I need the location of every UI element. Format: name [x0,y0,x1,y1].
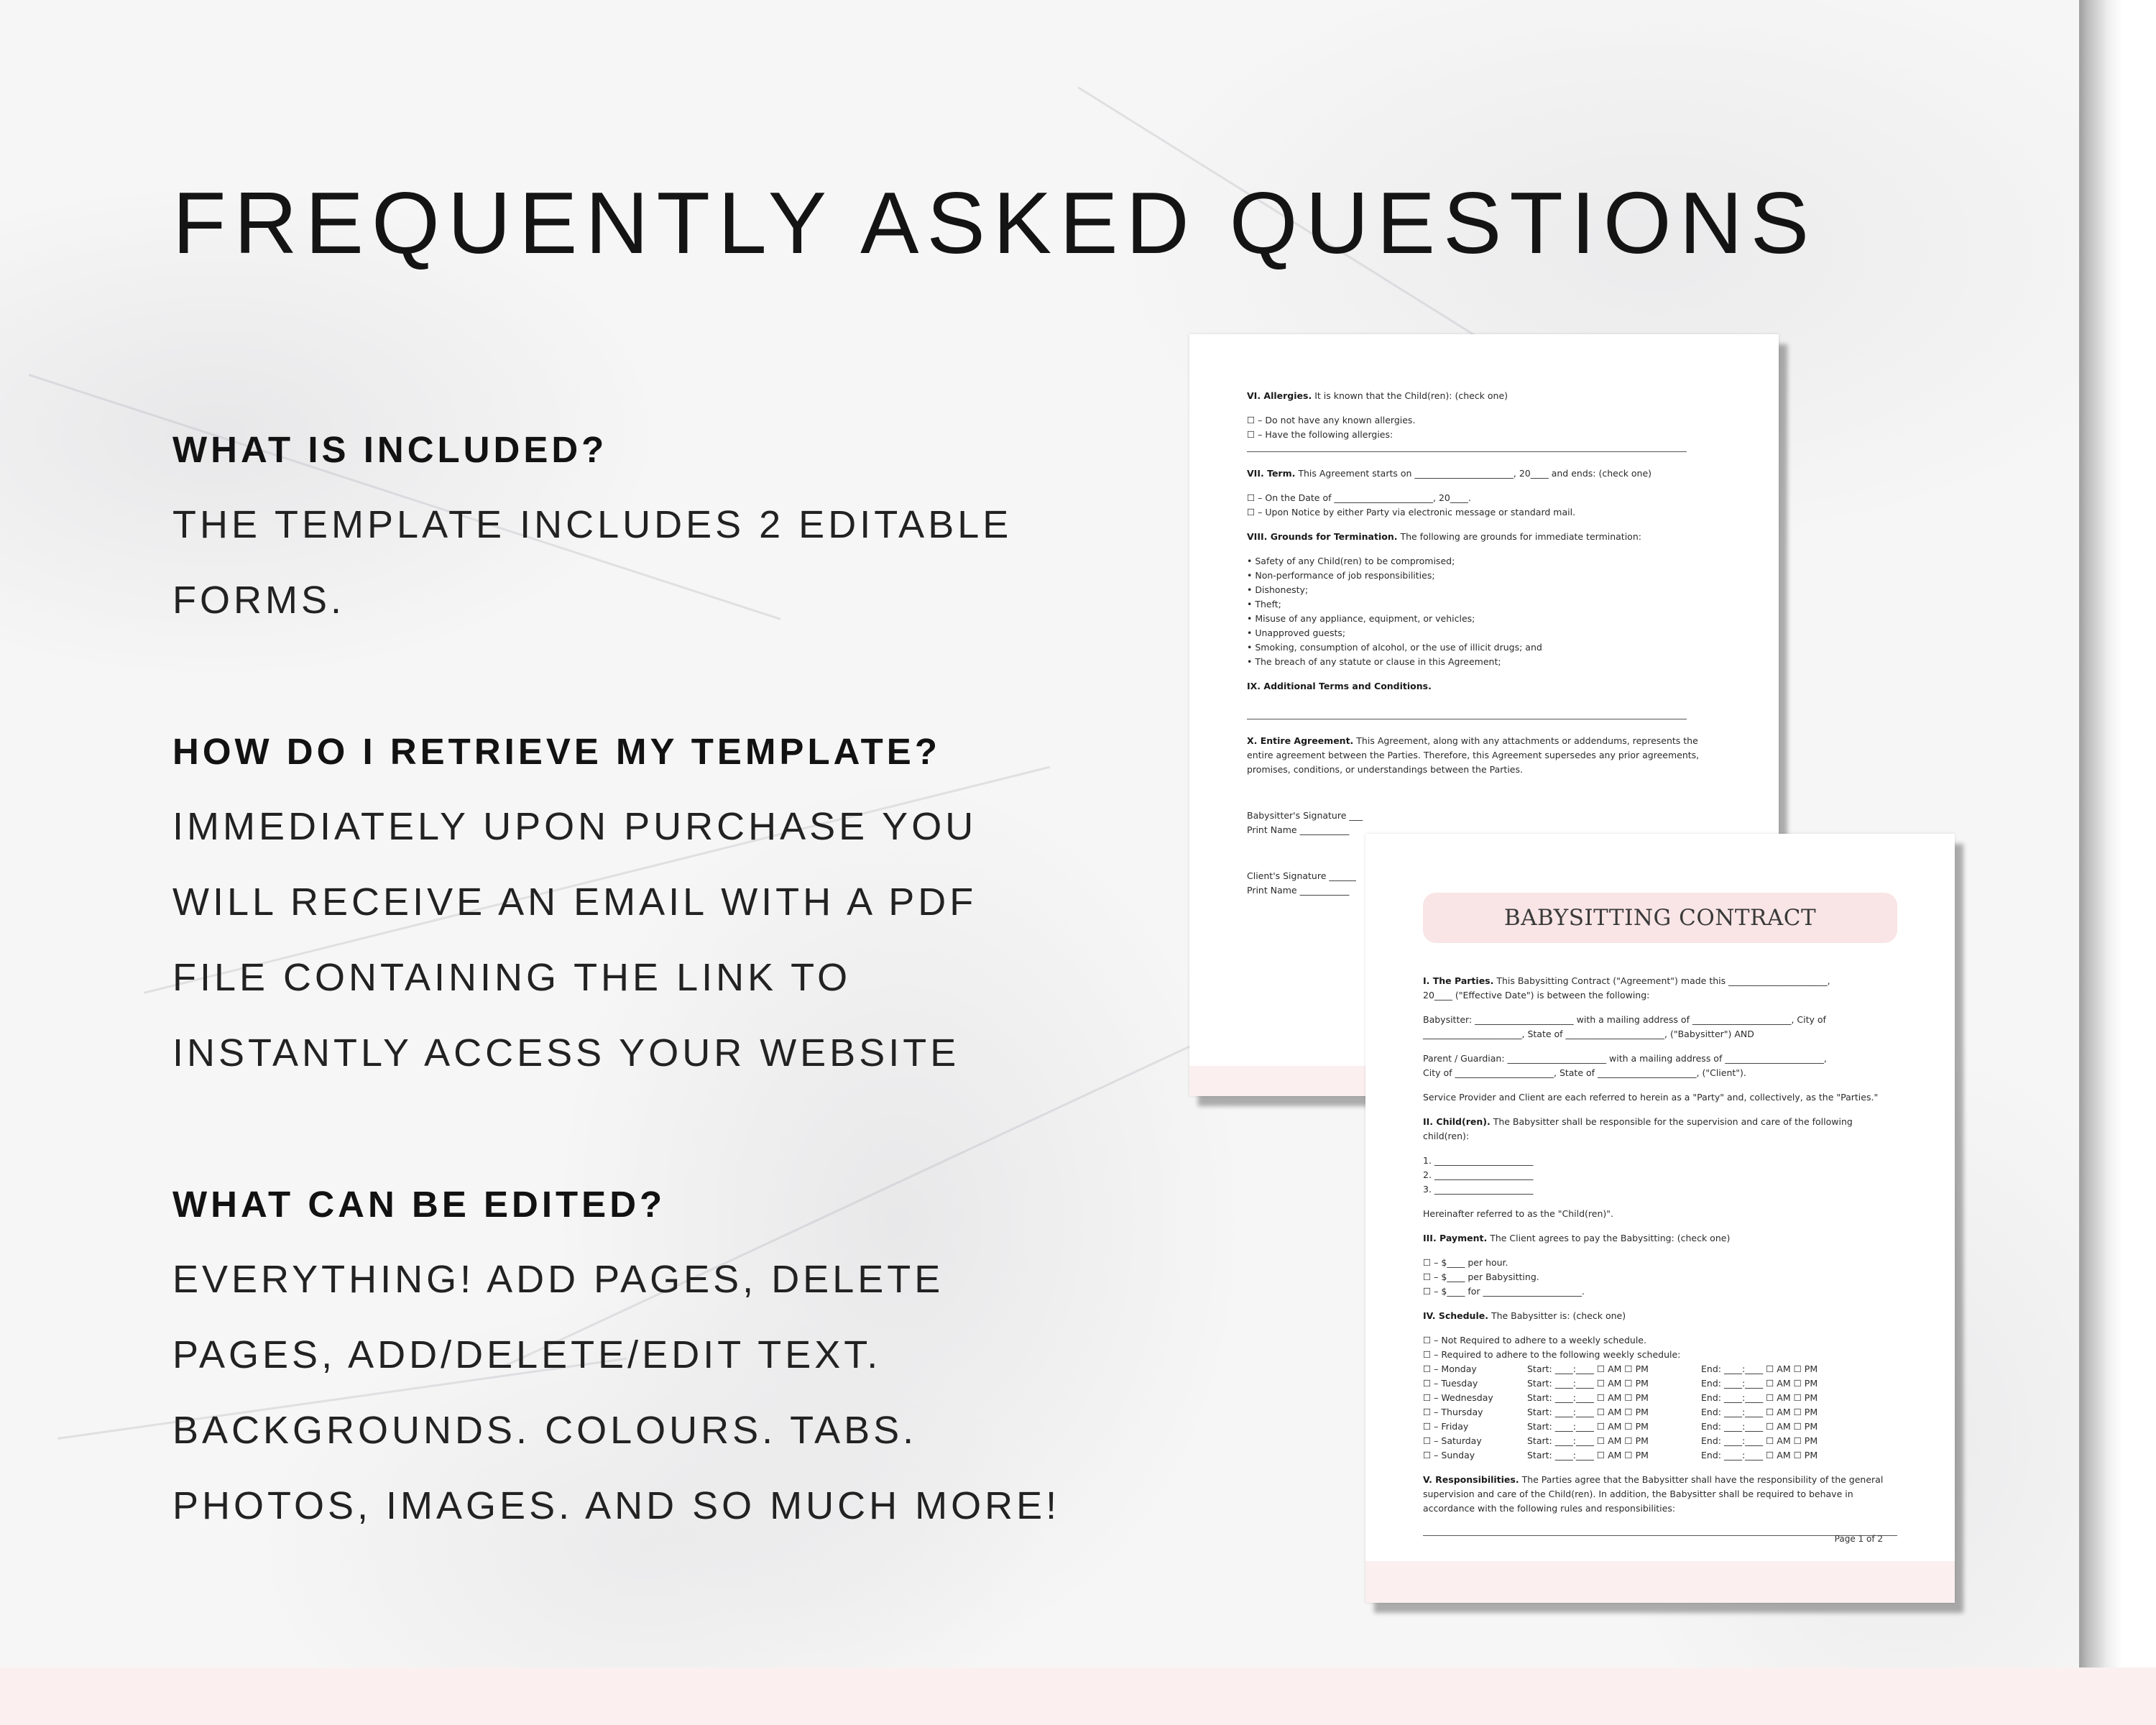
print-name-line[interactable]: Print Name ___________ [1247,824,1350,835]
contract-title: BABYSITTING CONTRACT [1423,893,1897,943]
schedule-start[interactable]: Start: ____:____ ☐ AM ☐ PM [1527,1363,1649,1374]
print-name-line[interactable]: Print Name ___________ [1247,885,1350,896]
section-text: supervision and care of the Child(ren). In addition, the Babysitter shall be required to behave in [1423,1489,1853,1499]
section-text: 20____ ("Effective Date") is between the following: [1423,990,1650,1000]
schedule-row[interactable] [1423,1448,1912,1463]
faq-answer [172,1242,1193,1544]
section-text: child(ren): [1423,1131,1470,1141]
blank-line[interactable] [1247,442,1687,452]
section-heading: III. Payment. [1423,1233,1488,1243]
schedule-day[interactable]: ☐ – Saturday [1423,1435,1482,1446]
checkbox-option[interactable]: ☐ – Upon Notice by either Party via electronic message or standard mail. [1247,507,1576,518]
faq-question: WHAT IS INCLUDED? [172,429,608,470]
faq-item-included [172,412,1193,638]
payment-section [1423,1231,1912,1246]
checkbox-option[interactable]: ☐ – Not Required to adhere to a weekly schedule. [1423,1335,1646,1346]
section-text: This Agreement, along with any attachments or addendums, represents the [1356,735,1698,746]
section-heading: I. The Parties. [1423,975,1494,986]
faq-answer-line: PAGES, ADD/DELETE/EDIT TEXT. [172,1333,882,1376]
section-heading: VII. Term. [1247,468,1296,479]
page-title: FREQUENTLY ASKED QUESTIONS [172,174,1818,272]
schedule-start[interactable]: Start: ____:____ ☐ AM ☐ PM [1527,1378,1649,1389]
schedule-end[interactable]: End: ____:____ ☐ AM ☐ PM [1701,1378,1818,1389]
schedule-row[interactable] [1423,1391,1912,1405]
blank-line[interactable] [1423,1526,1897,1536]
term-section [1247,466,1736,481]
faq-answer-line: FORMS. [172,579,345,622]
schedule-end[interactable]: End: ____:____ ☐ AM ☐ PM [1701,1363,1818,1374]
schedule-start[interactable]: Start: ____:____ ☐ AM ☐ PM [1527,1435,1649,1446]
schedule-row[interactable] [1423,1434,1912,1448]
page-number: Page 1 of 2 [1834,1534,1883,1544]
checkbox-option[interactable]: ☐ – $____ per Babysitting. [1423,1271,1539,1282]
schedule-end[interactable]: End: ____:____ ☐ AM ☐ PM [1701,1392,1818,1403]
additional-terms-section [1247,679,1736,694]
schedule-row[interactable] [1423,1405,1912,1420]
schedule-end[interactable]: End: ____:____ ☐ AM ☐ PM [1701,1421,1818,1432]
section-text: This Babysitting Contract ("Agreement") made this ______________________, [1496,975,1830,986]
section-heading: VI. Allergies. [1247,390,1312,401]
babysitter-line[interactable]: ______________________, State of ______________________, ("Babysitter") AND [1423,1029,1754,1039]
faq-answer [172,789,1193,1091]
faq-answer-line: PHOTOS, IMAGES. AND SO MUCH MORE! [172,1484,1061,1527]
faq-answer-line: WILL RECEIVE AN EMAIL WITH A PDF [172,880,977,924]
babysitter-line[interactable]: Babysitter: ______________________ with a mailing address of ______________________, City of [1423,1014,1826,1025]
bullet-item: • Dishonesty; [1247,584,1309,595]
faq-question: HOW DO I RETRIEVE MY TEMPLATE? [172,731,941,772]
faq-answer-line: INSTANTLY ACCESS YOUR WEBSITE [172,1031,960,1075]
bullet-item: • The breach of any statute or clause in this Agreement; [1247,656,1501,667]
bullet-item: • Theft; [1247,599,1281,610]
page-2-content [1247,389,1736,898]
section-text: Service Provider and Client are each referred to herein as a "Party" and, collectively, as the "Parties." [1423,1092,1879,1103]
page-edge-shadow [2079,0,2156,1668]
schedule-section [1423,1309,1912,1323]
faq-answer-line: THE TEMPLATE INCLUDES 2 EDITABLE [172,503,1013,546]
schedule-day[interactable]: ☐ – Wednesday [1423,1392,1493,1403]
schedule-start[interactable]: Start: ____:____ ☐ AM ☐ PM [1527,1407,1649,1417]
children-section [1423,1115,1912,1129]
child-entry[interactable]: 2. ______________________ [1423,1169,1534,1180]
section-heading: V. Responsibilities. [1423,1474,1519,1485]
checkbox-option[interactable]: ☐ – $____ for ______________________. [1423,1286,1585,1297]
responsibilities-section [1423,1473,1912,1487]
faq-answer-line: IMMEDIATELY UPON PURCHASE YOU [172,805,977,848]
schedule-start[interactable]: Start: ____:____ ☐ AM ☐ PM [1527,1450,1649,1460]
faq-answer [172,487,1193,638]
section-text: promises, conditions, or understandings between the Parties. [1247,764,1523,775]
bottom-band [0,1668,2156,1725]
section-text: Hereinafter referred to as the "Child(ren)". [1423,1208,1614,1219]
checkbox-option[interactable]: ☐ – Do not have any known allergies. [1247,415,1416,426]
bullet-item: • Smoking, consumption of alcohol, or the use of illicit drugs; and [1247,642,1542,653]
schedule-day[interactable]: ☐ – Sunday [1423,1450,1475,1460]
child-entry[interactable]: 3. ______________________ [1423,1184,1534,1195]
page-1-content [1423,974,1912,1540]
section-heading: II. Child(ren). [1423,1116,1491,1127]
section-text: The Parties agree that the Babysitter shall have the responsibility of the general [1521,1474,1884,1485]
faq-question: WHAT CAN BE EDITED? [172,1184,666,1225]
checkbox-option[interactable]: ☐ – $____ per hour. [1423,1257,1508,1268]
schedule-row[interactable] [1423,1420,1912,1434]
schedule-row[interactable] [1423,1376,1912,1391]
schedule-end[interactable]: End: ____:____ ☐ AM ☐ PM [1701,1450,1818,1460]
schedule-end[interactable]: End: ____:____ ☐ AM ☐ PM [1701,1407,1818,1417]
schedule-day[interactable]: ☐ – Tuesday [1423,1378,1478,1389]
checkbox-option[interactable]: ☐ – Required to adhere to the following weekly schedule: [1423,1349,1681,1360]
section-heading: VIII. Grounds for Termination. [1247,531,1398,542]
faq-answer-line: EVERYTHING! ADD PAGES, DELETE [172,1258,944,1301]
checkbox-option[interactable]: ☐ – Have the following allergies: [1247,429,1393,440]
section-text: This Agreement starts on ______________________, 20____ and ends: (check one) [1298,468,1652,479]
child-entry[interactable]: 1. ______________________ [1423,1155,1534,1166]
faq-answer-line: BACKGROUNDS. COLOURS. TABS. [172,1409,918,1452]
section-heading: IX. Additional Terms and Conditions. [1247,681,1432,691]
section-heading: X. Entire Agreement. [1247,735,1354,746]
termination-section [1247,530,1736,544]
section-heading: IV. Schedule. [1423,1310,1488,1321]
blank-line[interactable] [1247,709,1687,719]
parent-line[interactable]: City of ______________________, State of ______________________, ("Client"). [1423,1067,1746,1078]
faq-item-edit [172,1167,1193,1544]
section-text: The Client agrees to pay the Babysitting: (check one) [1490,1233,1731,1243]
faq-item-retrieve [172,714,1193,1091]
signature-line[interactable]: Client's Signature ______ [1247,870,1356,881]
schedule-day[interactable]: ☐ – Thursday [1423,1407,1483,1417]
signature-line[interactable]: Babysitter's Signature ___ [1247,810,1363,821]
allergies-section [1247,389,1736,403]
bullet-item: • Misuse of any appliance, equipment, or vehicles; [1247,613,1475,624]
schedule-row[interactable] [1423,1362,1912,1376]
parent-line[interactable]: Parent / Guardian: ______________________ with a mailing address of ______________________, [1423,1053,1827,1064]
schedule-start[interactable]: Start: ____:____ ☐ AM ☐ PM [1527,1392,1649,1403]
section-text: The following are grounds for immediate termination: [1400,531,1641,542]
checkbox-option[interactable]: ☐ – On the Date of ______________________, 20____. [1247,492,1471,503]
section-text: entire agreement between the Parties. Therefore, this Agreement supersedes any prior agreements, [1247,750,1700,760]
schedule-day[interactable]: ☐ – Friday [1423,1421,1469,1432]
bullet-item: • Non-performance of job responsibilities; [1247,570,1435,581]
faq-answer-line: FILE CONTAINING THE LINK TO [172,956,852,999]
parties-section [1423,974,1912,988]
section-text: accordance with the following rules and responsibilities: [1423,1503,1676,1514]
section-text: The Babysitter shall be responsible for the supervision and care of the following [1493,1116,1853,1127]
bullet-item: • Safety of any Child(ren) to be compromised; [1247,556,1455,566]
section-text: It is known that the Child(ren): (check one) [1314,390,1508,401]
entire-agreement-section [1247,734,1736,748]
schedule-day[interactable]: ☐ – Monday [1423,1363,1477,1374]
bullet-item: • Unapproved guests; [1247,627,1346,638]
contract-page-1 [1365,834,1955,1603]
schedule-end[interactable]: End: ____:____ ☐ AM ☐ PM [1701,1435,1818,1446]
section-text: The Babysitter is: (check one) [1491,1310,1626,1321]
schedule-start[interactable]: Start: ____:____ ☐ AM ☐ PM [1527,1421,1649,1432]
page-footer-band [1365,1561,1955,1603]
